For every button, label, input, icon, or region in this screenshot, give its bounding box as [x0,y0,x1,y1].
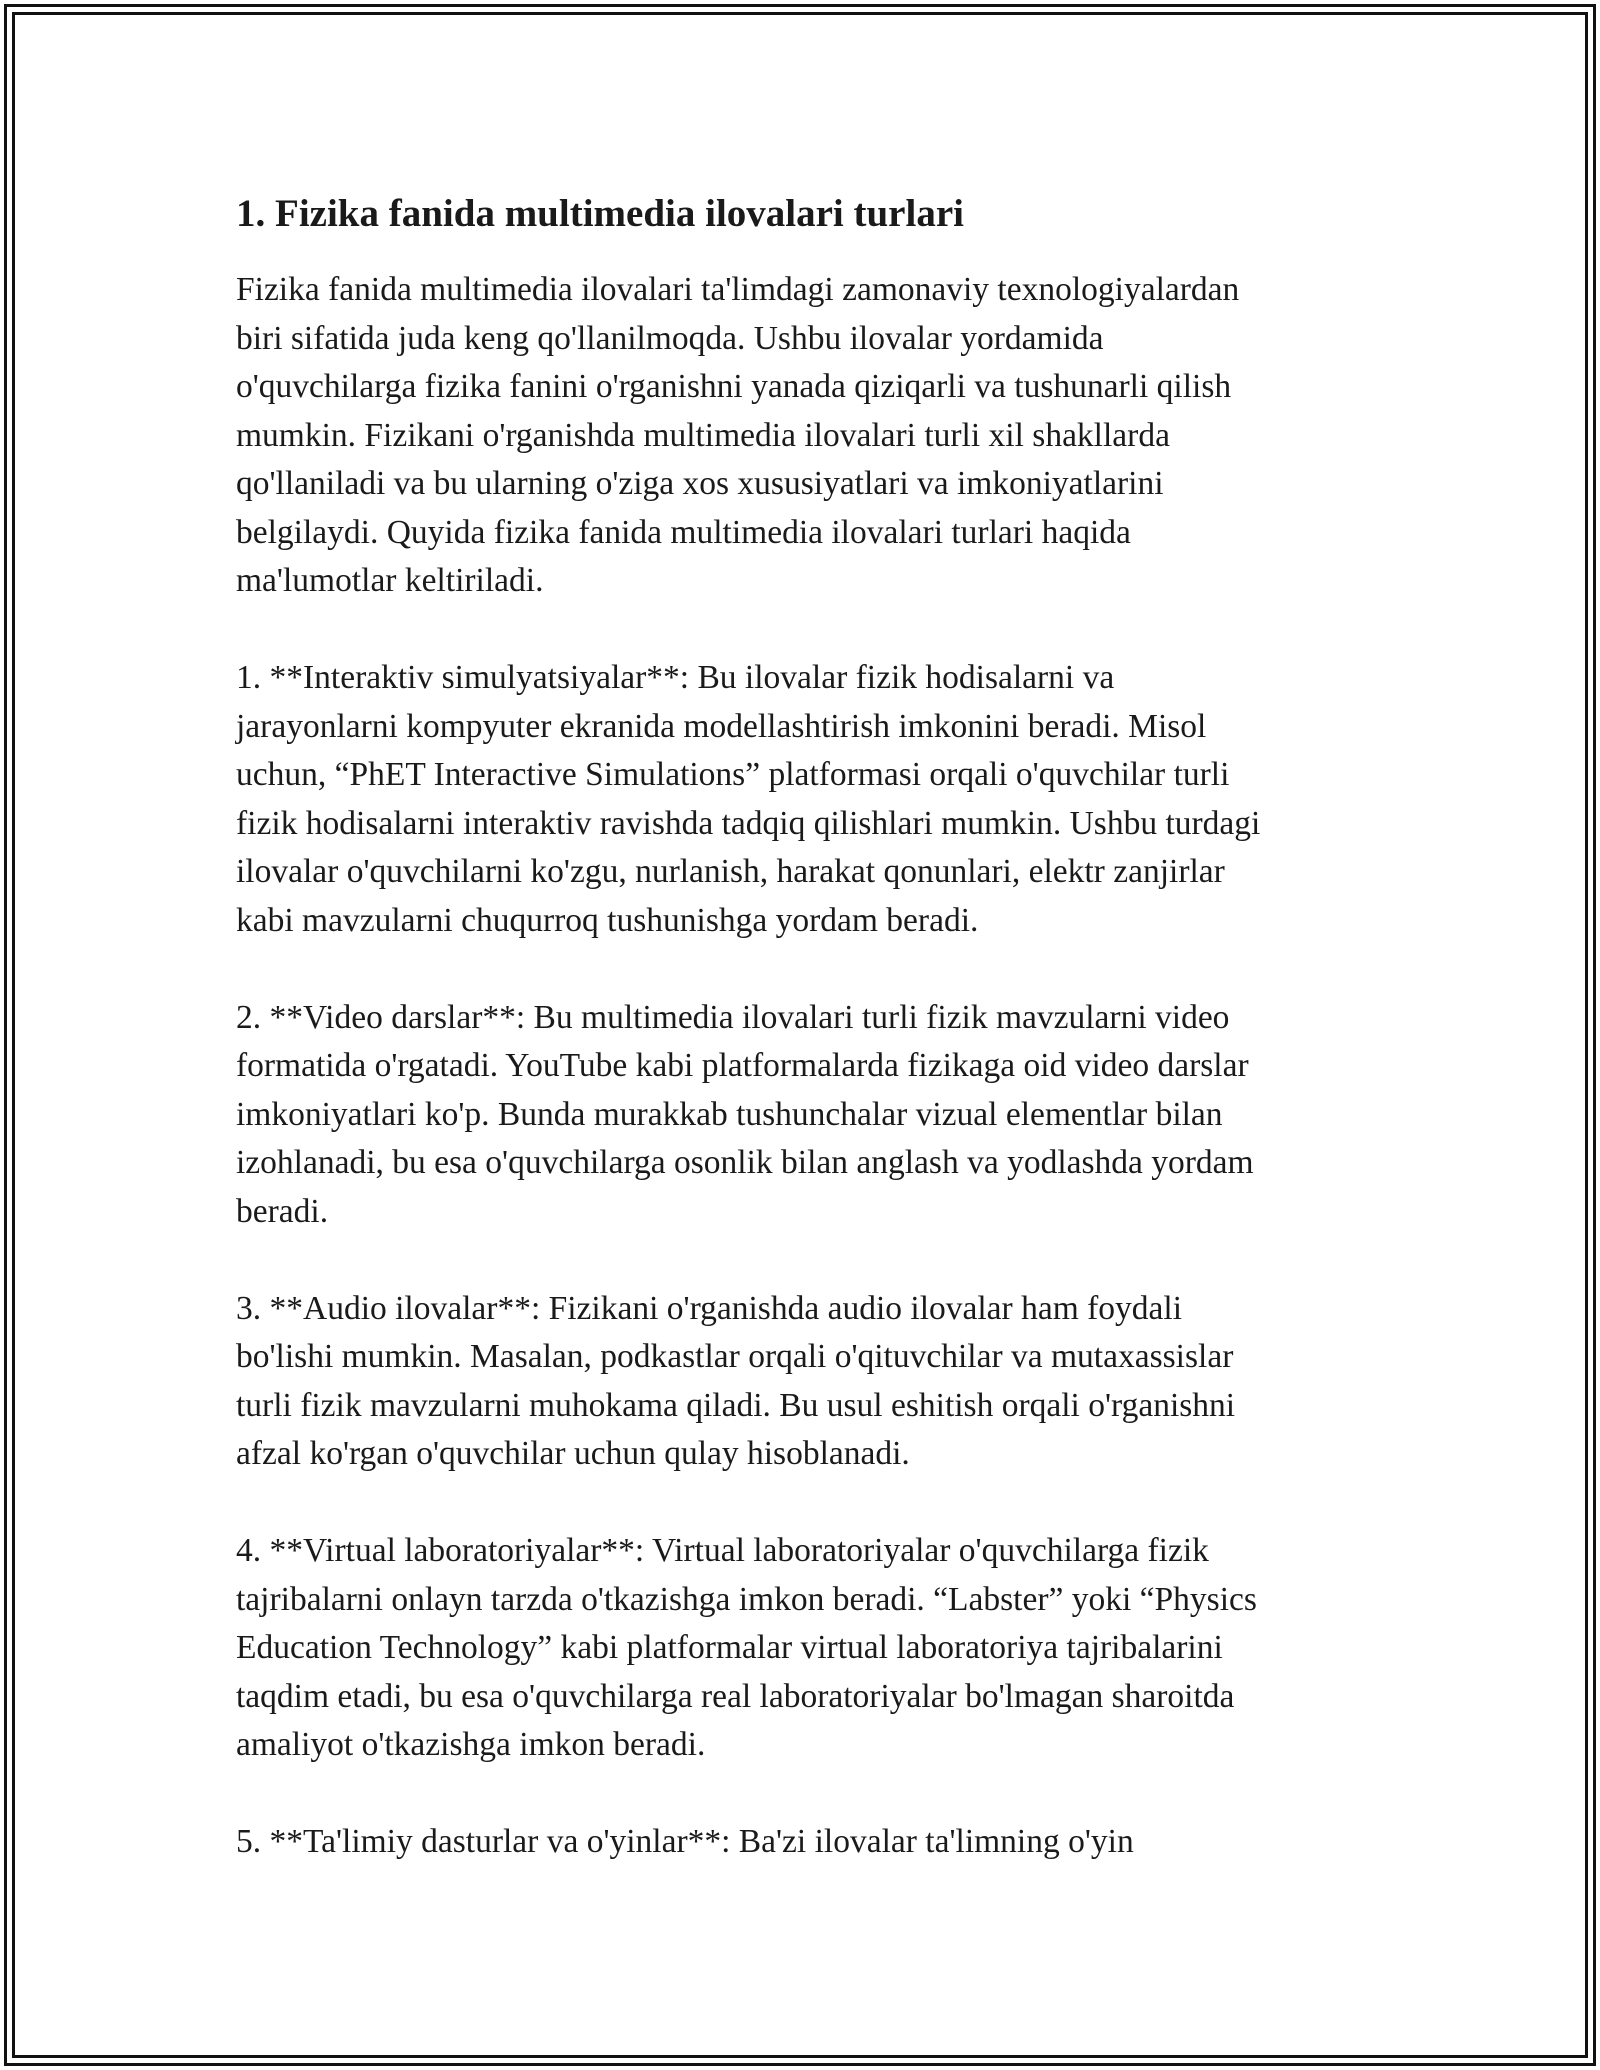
document-body [236,188,1366,1915]
intro-paragraph: Fizika fanida multimedia ilovalari ta'limdagi zamonaviy texnologiyalardan biri sifatida juda keng qo'llanilmoqda. Ushbu ilovalar yordamida o'quvchilarga fizika fanini o'rganishni yanada qiziqarli va tushunarli qilish mumkin. Fizikani o'rganishda multimedia ilovalari turli xil shakllarda qo'llaniladi va bu ularning o'ziga xos xususiyatlari va imkoniyatlarini belgilaydi. Quyida fizika fanida multimedia ilovalari turlari haqida ma'lumotlar keltiriladi. [236,271,1240,599]
list-item-video-lessons: 2. **Video darslar**: Bu multimedia ilovalari turli fizik mavzularni video formatida o'rgatadi. YouTube kabi platformalarda fizikaga oid video darslar imkoniyatlari ko'p. Bunda murakkab tushunchalar vizual elementlar bilan izohlanadi, bu esa o'quvchilarga osonlik bilan anglash va yodlashda yordam beradi. [236,998,1254,1230]
list-item-interactive-simulations: 1. **Interaktiv simulyatsiyalar**: Bu ilovalar fizik hodisalarni va jarayonlarni kompyuter ekranida modellashtirish imkonini beradi. Misol uchun, “PhET Interactive Simulations” platformasi orqali o'quvchilar turli fizik hodisalarni interaktiv ravishda tadqiq qilishlari mumkin. Ushbu turdagi ilovalar o'quvchilarni ko'zgu, nurlanish, harakat qonunlari, elektr zanjirlar kabi mavzularni chuqurroq tushunishga yordam beradi. [236,659,1261,939]
list-item-educational-games: 5. **Ta'limiy dasturlar va o'yinlar**: Ba'zi ilovalar ta'limning o'yin [236,1823,1134,1860]
list-item-audio-apps: 3. **Audio ilovalar**: Fizikani o'rganishda audio ilovalar ham foydali bo'lishi mumkin. Masalan, podkastlar orqali o'qituvchilar va mutaxassislar turli fizik mavzularni muhokama qiladi. Bu usul eshitish orqali o'rganishni afzal ko'rgan o'quvchilar uchun qulay hisoblanadi. [236,1289,1236,1472]
section-heading: 1. Fizika fanida multimedia ilovalari turlari [236,192,964,235]
list-item-virtual-labs: 4. **Virtual laboratoriyalar**: Virtual laboratoriyalar o'quvchilarga fizik tajribalarni onlayn tarzda o'tkazishga imkon beradi. “Labster” yoki “Physics Education Technology” kabi platformalar virtual laboratoriya tajribalarini taqdim etadi, bu esa o'quvchilarga real laboratoriyalar bo'lmagan sharoitda amaliyot o'tkazishga imkon beradi. [236,1532,1257,1763]
